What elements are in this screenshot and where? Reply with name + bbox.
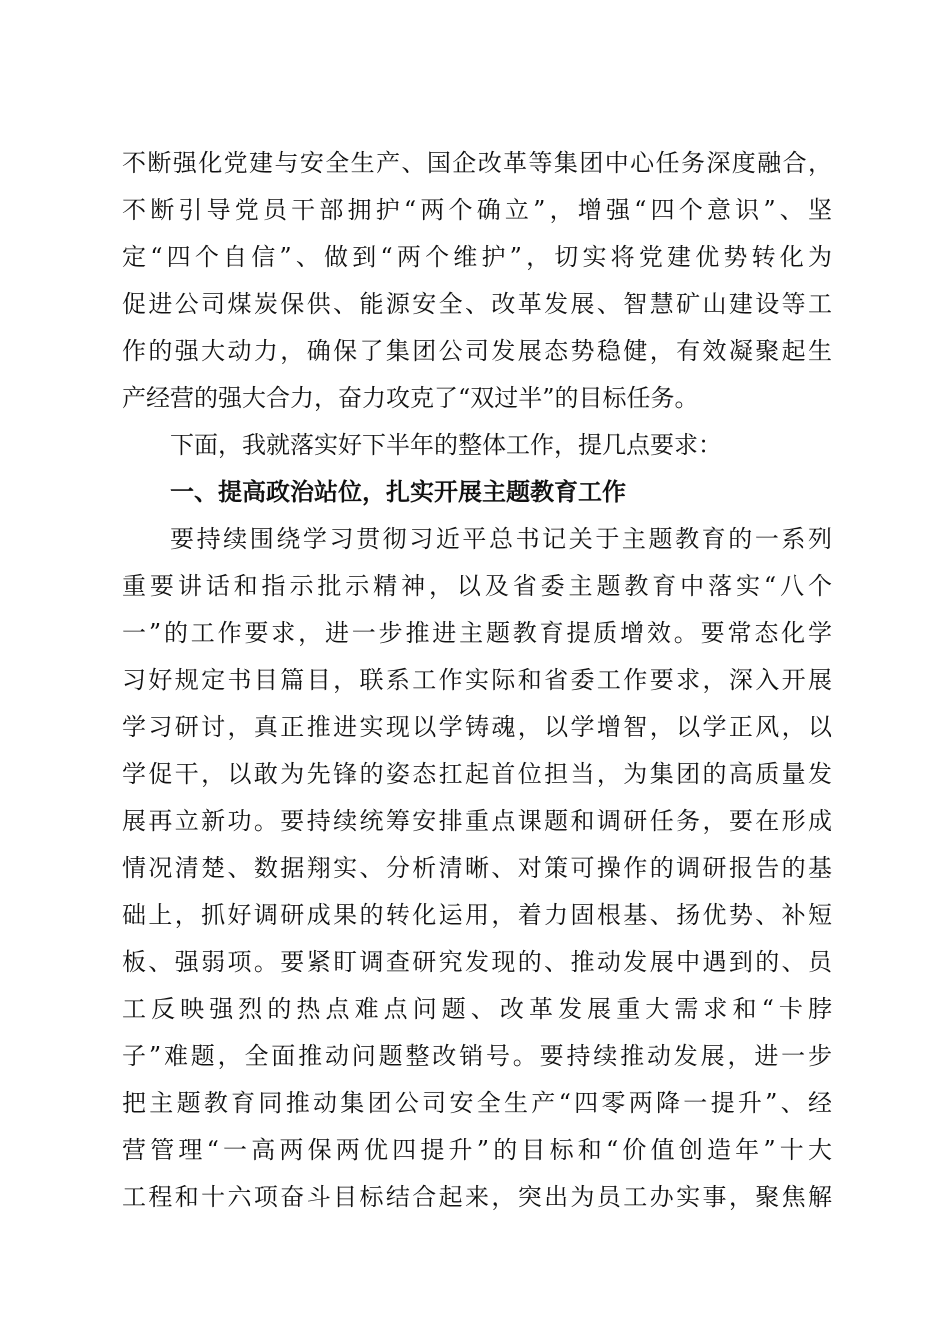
text-line: 子”难题，全面推动问题整改销号。要持续推动发展，进一步	[122, 1042, 832, 1070]
section-heading	[122, 469, 832, 516]
text-line: 学习研讨，真正推进实现以学铸魂，以学增智，以学正风，以	[122, 713, 832, 741]
text-line: 不断强化党建与安全生产、国企改革等集团中心任务深度融合，	[122, 149, 832, 177]
text-line: 要持续围绕学习贯彻习近平总书记关于主题教育的一系列	[170, 525, 832, 553]
text-line: 产经营的强大合力，奋力攻克了“双过半”的目标任务。	[122, 384, 699, 412]
text-line: 工反映强烈的热点难点问题、改革发展重大需求和“卡脖	[122, 995, 832, 1023]
text-line: 情况清楚、数据翔实、分析清晰、对策可操作的调研报告的基	[122, 854, 832, 882]
text-line: 促进公司煤炭保供、能源安全、改革发展、智慧矿山建设等工	[122, 290, 832, 318]
heading-text: 一、提高政治站位，扎实开展主题教育工作	[170, 478, 626, 506]
text-line: 作的强大动力，确保了集团公司发展态势稳健，有效凝聚起生	[122, 337, 832, 365]
text-line: 不断引导党员干部拥护“两个确立”，增强“四个意识”、坚	[122, 196, 832, 224]
paragraph	[122, 422, 832, 469]
text-line: 习好规定书目篇目，联系工作实际和省委工作要求，深入开展	[122, 666, 832, 694]
text-line: 一”的工作要求，进一步推进主题教育提质增效。要常态化学	[122, 619, 832, 647]
text-line: 础上，抓好调研成果的转化运用，着力固根基、扬优势、补短	[122, 901, 832, 929]
text-line: 板、强弱项。要紧盯调查研究发现的、推动发展中遇到的、员	[122, 948, 832, 976]
text-line: 定“四个自信”、做到“两个维护”，切实将党建优势转化为	[122, 243, 832, 271]
text-line: 学促干，以敢为先锋的姿态扛起首位担当，为集团的高质量发	[122, 760, 832, 788]
text-line: 工程和十六项奋斗目标结合起来，突出为员工办实事，聚焦解	[122, 1183, 832, 1211]
text-line: 下面，我就落实好下半年的整体工作，提几点要求：	[170, 431, 722, 459]
text-line: 营管理“一高两保两优四提升”的目标和“价值创造年”十大	[122, 1136, 832, 1164]
text-line: 把主题教育同推动集团公司安全生产“四零两降一提升”、经	[122, 1089, 832, 1117]
document-page	[122, 140, 832, 1221]
paragraph	[122, 140, 832, 422]
paragraph	[122, 516, 832, 1221]
text-line: 重要讲话和指示批示精神，以及省委主题教育中落实“八个	[122, 572, 832, 600]
text-line: 展再立新功。要持续统筹安排重点课题和调研任务，要在形成	[122, 807, 832, 835]
